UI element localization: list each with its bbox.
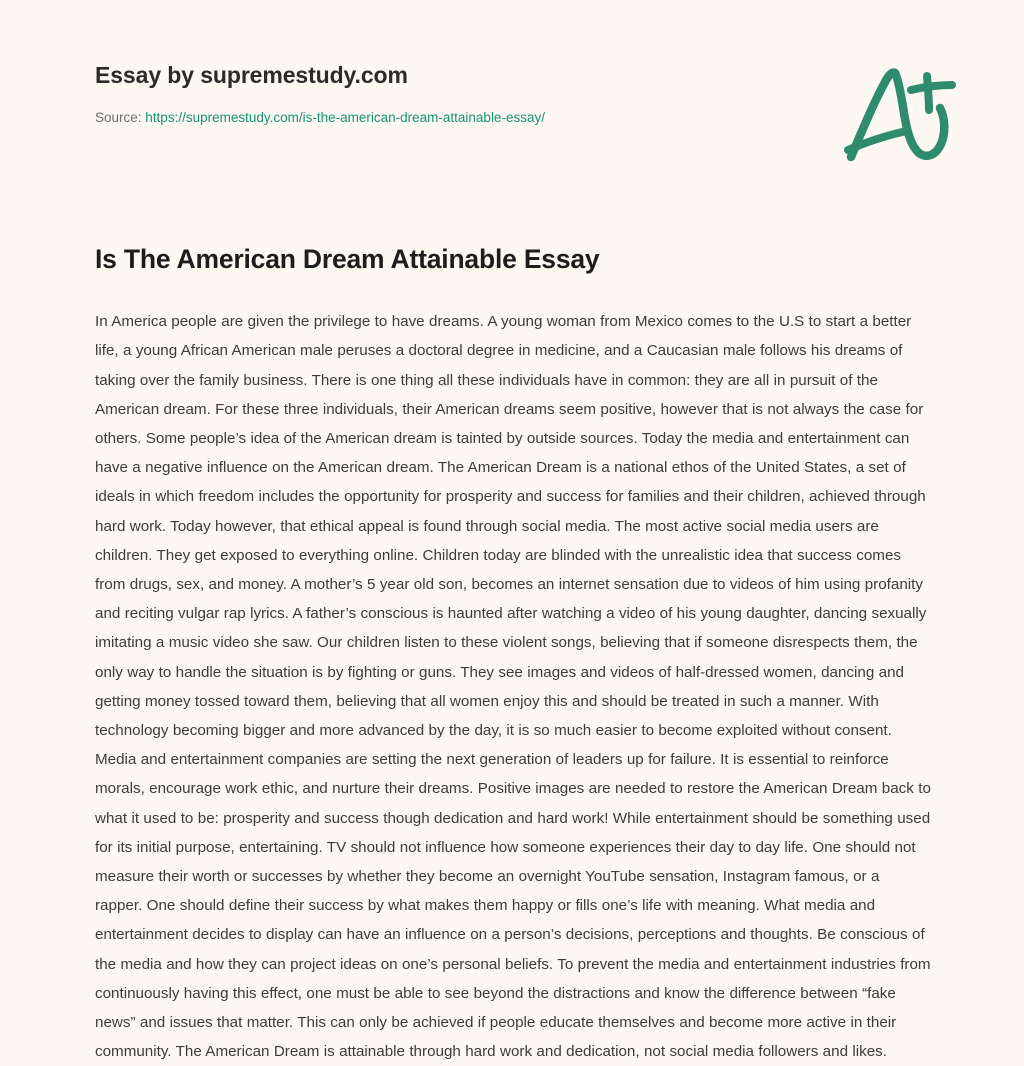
article-body xyxy=(95,307,931,1066)
document-header xyxy=(95,62,964,182)
site-byline: Essay by supremestudy.com xyxy=(95,62,408,88)
source-url-link[interactable]: https://supremestudy.com/is-the-american-dream-attainable-essay/ xyxy=(145,109,545,125)
page-title: Is The American Dream Attainable Essay xyxy=(95,244,600,274)
a-plus-logo-icon xyxy=(839,58,969,170)
article xyxy=(95,243,931,1066)
source-line xyxy=(95,109,964,127)
essay-paragraph: In America people are given the privilege to have dreams. A young woman from Mexico comes to the U.S to start a better life, a young African American male peruses a doctoral degree in medicine, and a Caucasian male follows his dreams of taking over the family business. There is one thing all these individuals have in common: they are all in pursuit of the American dream. For these three individuals, their American dreams seem positive, however that is not always the case for others. Some people’s idea of the American dream is tainted by outside sources. Today the media and entertainment can have a negative influence on the American dream. The American Dream is a national ethos of the United States, a set of ideals in which freedom includes the opportunity for prosperity and success for families and their children, achieved through hard work. Today however, that ethical appeal is found through social media. The most active social media users are children. They get exposed to everything online. Children today are blinded with the unrealistic idea that success comes from drugs, sex, and money. A mother’s 5 year old son, becomes an internet sensation due to videos of him using profanity and reciting vulgar rap lyrics. A father’s conscious is haunted after watching a video of his young daughter, dancing sexually imitating a music video she saw. Our children listen to these violent songs, believing that if someone disrespects them, the only way to handle the situation is by fighting or guns. They see images and videos of half-dressed women, dancing and getting money tossed toward them, believing that all women enjoy this and should be treated in such a manner. With technology becoming bigger and more advanced by the day, it is so much easier to become exploited without consent. Media and entertainment companies are setting the next generation of leaders up for failure. It is essential to reinforce morals, encourage work ethic, and nurture their dreams. Positive images are needed to restore the American Dream back to what it used to be: prosperity and success though dedication and hard work! While entertainment should be something used for its initial purpose, entertaining. TV should not influence how someone experiences their day to day life. One should not measure their worth or successes by whether they become an overnight YouTube sensation, Instagram famous, or a rapper. One should define their success by what makes them happy or fills one’s life with meaning. What media and entertainment decides to display can have an influence on a person’s decisions, perceptions and thoughts. Be conscious of the media and how they can project ideas on one’s personal beliefs. To prevent the media and entertainment industries from continuously having this effect, one must be able to see beyond the distractions and know the difference between “fake news” and issues that matter. This can only be achieved if people educate themselves and become more active in their community. The American Dream is attainable through hard work and dedication, not social media followers and likes. xyxy=(95,313,931,1061)
a-plus-logo xyxy=(839,58,969,170)
source-label: Source: xyxy=(95,109,142,125)
